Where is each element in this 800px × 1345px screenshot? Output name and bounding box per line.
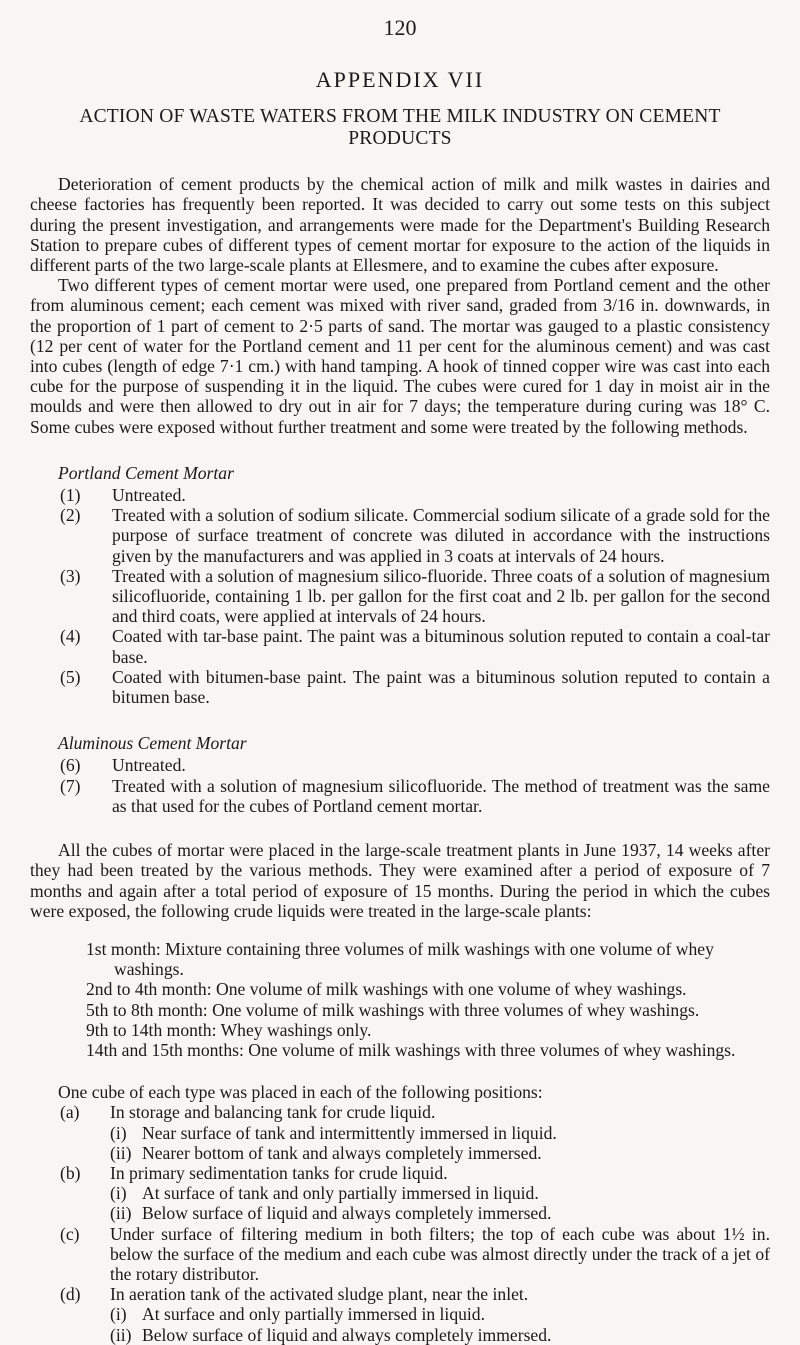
- sub-number: (i): [110, 1122, 127, 1143]
- placement-paragraph: All the cubes of mortar were placed in the large-scale treatment plants in June 1937, 14 weeks after they had been treated by the various methods. They were examined after a period of exposure of 7 months and again after a total period of exposure of 15 months. During the period in which the cubes were exposed, the following crude liquids were treated in the large-scale plants:: [30, 840, 770, 921]
- sub-text: Near surface of tank and intermittently immersed in liquid.: [142, 1122, 557, 1143]
- item-text: Untreated.: [112, 485, 186, 506]
- position-letter: (c): [60, 1223, 80, 1244]
- sub-number: (ii): [110, 1203, 132, 1224]
- intro-paragraph: Two different types of cement mortar were used, one prepared from Portland cement and the other from aluminous cement; each cement was mixed with river sand, graded from 3/16 in. downwards, in the proportion of 1 part of cement to 2·5 parts of sand. The mortar was gauged to a plastic consistency (12 per cent of water for the Portland cement and 11 per cent for the aluminous cement) and was cast into cubes (length of edge 7·1 cm.) with hand tamping. A hook of tinned copper wire was cast into each cube for the purpose of suspending it in the liquid. The cubes were cured for 1 day in moist air in the moulds and were then allowed to dry out in air for 7 days; the temperature during curing was 18° C. Some cubes were exposed without further treatment and some were treated by the following methods.: [30, 275, 770, 437]
- portland-treatment-list: [30, 485, 770, 707]
- intro-section: [30, 174, 770, 437]
- positions-intro: One cube of each type was placed in each of the following positions:: [58, 1082, 543, 1103]
- sub-number: (ii): [110, 1324, 132, 1345]
- schedule-item: 14th and 15th months: One volume of milk washings with three volumes of whey washings.: [86, 1039, 736, 1060]
- item-text: Coated with bitumen-base paint. The paint was a bituminous solution reputed to contain a bitumen base.: [112, 666, 770, 708]
- sub-item: [110, 1123, 770, 1143]
- sub-number: (i): [110, 1304, 127, 1325]
- page-number: 120: [383, 15, 417, 40]
- position-letter: (a): [60, 1102, 80, 1123]
- item-text: Treated with a solution of magnesium silicofluoride. The method of treatment was the same as that used for the cubes of Portland cement mortar.: [112, 775, 770, 816]
- position-text: Under surface of filtering medium in both filters; the top of each cube was about 1½ in. below the surface of the medium and each cube was almost directly under the track of a jet of the rotary distributor.: [110, 1223, 770, 1284]
- aluminous-heading: Aluminous Cement Mortar: [58, 733, 247, 754]
- position-text: In aeration tank of the activated sludge plant, near the inlet.: [110, 1284, 529, 1305]
- sub-item: [110, 1143, 770, 1163]
- item-number: (3): [60, 565, 81, 586]
- schedule-item: 2nd to 4th month: One volume of milk washings with one volume of whey washings.: [86, 979, 687, 1000]
- sub-list: [110, 1123, 770, 1163]
- item-number: (2): [60, 505, 81, 526]
- positions-list: [30, 1102, 770, 1344]
- sub-list: [110, 1183, 770, 1223]
- list-item: [30, 776, 770, 816]
- sub-text: Nearer bottom of tank and always completely immersed.: [142, 1142, 542, 1163]
- list-item: [30, 485, 770, 505]
- sub-text: Below surface of liquid and always completely immersed.: [142, 1324, 552, 1345]
- aluminous-treatment-list: [30, 755, 770, 816]
- sub-text: At surface and only partially immersed in liquid.: [142, 1304, 485, 1325]
- list-item: [30, 755, 770, 775]
- position-item: [30, 1163, 770, 1224]
- item-text: Untreated.: [112, 755, 186, 776]
- item-number: (1): [60, 485, 81, 506]
- liquids-schedule: [30, 939, 770, 1060]
- item-number: (5): [60, 666, 81, 687]
- sub-item: [110, 1304, 770, 1324]
- sub-item: [110, 1183, 770, 1203]
- position-letter: (d): [60, 1284, 81, 1305]
- list-item: [30, 626, 770, 666]
- appendix-title: APPENDIX VII: [315, 67, 485, 92]
- portland-heading: Portland Cement Mortar: [58, 462, 234, 483]
- position-text: In primary sedimentation tanks for crude liquid.: [110, 1162, 448, 1183]
- position-item: [30, 1284, 770, 1345]
- sub-text: Below surface of liquid and always completely immersed.: [142, 1203, 552, 1224]
- schedule-item: 9th to 14th month: Whey washings only.: [86, 1019, 372, 1040]
- schedule-item: 5th to 8th month: One volume of milk washings with three volumes of whey washings.: [86, 999, 700, 1020]
- sub-text: At surface of tank and only partially immersed in liquid.: [142, 1183, 539, 1204]
- main-title: ACTION OF WASTE WATERS FROM THE MILK INDUSTRY ON CEMENT PRODUCTS: [79, 106, 721, 150]
- sub-number: (ii): [110, 1142, 132, 1163]
- list-item: [30, 505, 770, 566]
- intro-paragraph: Deterioration of cement products by the chemical action of milk and milk wastes in dairies and cheese factories has frequently been reported. It was decided to carry out some tests on this subject during the present investigation, and arrangements were made for the Department's Building Research Station to prepare cubes of different types of cement mortar for exposure to the action of the liquids in different parts of the two large-scale plants at Ellesmere, and to examine the cubes after exposure.: [30, 174, 770, 276]
- schedule-item: 1st month: Mixture containing three volumes of milk washings with one volume of whey washings.: [86, 938, 714, 980]
- sub-item: [110, 1325, 770, 1345]
- item-text: Coated with tar-base paint. The paint was a bituminous solution reputed to contain a coal-tar base.: [112, 626, 770, 667]
- sub-list: [110, 1304, 770, 1344]
- item-text: Treated with a solution of sodium silicate. Commercial sodium silicate of a grade sold for the purpose of surface treatment of concrete was diluted in accordance with the instructions given by the manufacturers and was applied in 3 coats at intervals of 24 hours.: [112, 505, 770, 566]
- list-item: [30, 566, 770, 627]
- position-letter: (b): [60, 1162, 81, 1183]
- item-number: (4): [60, 626, 81, 647]
- position-text: In storage and balancing tank for crude liquid.: [110, 1102, 436, 1123]
- item-number: (6): [60, 755, 81, 776]
- position-item: [30, 1224, 770, 1285]
- position-item: [30, 1102, 770, 1163]
- item-text: Treated with a solution of magnesium silico-fluoride. Three coats of a solution of magnesium silicofluoride, containing 1 lb. per gallon for the first coat and 2 lb. per gallon for the second and third coats, were applied at intervals of 24 hours.: [112, 565, 770, 627]
- list-item: [30, 667, 770, 707]
- sub-item: [110, 1203, 770, 1223]
- sub-number: (i): [110, 1183, 127, 1204]
- item-number: (7): [60, 775, 81, 796]
